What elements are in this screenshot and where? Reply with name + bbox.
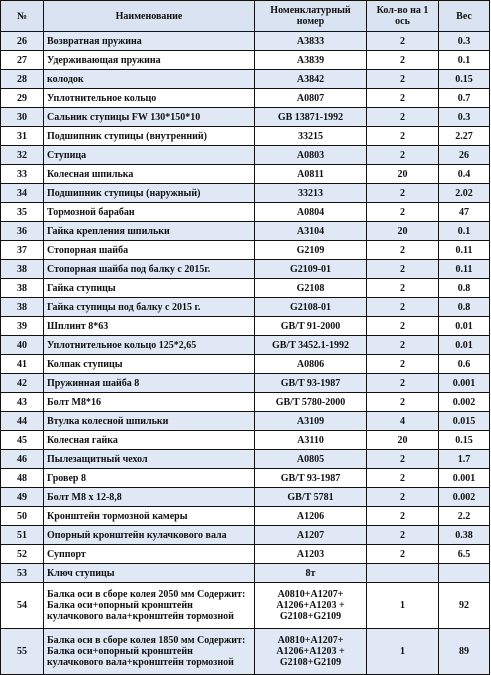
cell-quantity: 20 xyxy=(367,222,439,241)
table-row xyxy=(1,89,490,108)
cell-name: Удерживающая пружина xyxy=(44,51,255,70)
cell-weight: 0.002 xyxy=(439,488,490,507)
cell-code: A0810+A1207+ A1206+A1203 + G2108+G2109 xyxy=(255,583,367,629)
cell-quantity xyxy=(367,564,439,583)
cell-weight: 0.3 xyxy=(439,32,490,51)
table-row xyxy=(1,51,490,70)
cell-weight: 1.7 xyxy=(439,450,490,469)
cell-weight: 0.38 xyxy=(439,526,490,545)
table-row xyxy=(1,127,490,146)
cell-name: Ступица xyxy=(44,146,255,165)
cell-name: колодок xyxy=(44,70,255,89)
cell-number: 45 xyxy=(1,431,44,450)
cell-number: 55 xyxy=(1,629,44,675)
cell-number: 44 xyxy=(1,412,44,431)
cell-name: Гайка крепления шпильки xyxy=(44,222,255,241)
cell-name: Тормозной барабан xyxy=(44,203,255,222)
cell-code: A1203 xyxy=(255,545,367,564)
table-row xyxy=(1,184,490,203)
cell-name: Болт M8*16 xyxy=(44,393,255,412)
cell-number: 39 xyxy=(1,317,44,336)
cell-name: Колесная шпилька xyxy=(44,165,255,184)
cell-quantity: 2 xyxy=(367,89,439,108)
cell-weight: 2.27 xyxy=(439,127,490,146)
table-row xyxy=(1,165,490,184)
cell-name: Пылезащитный чехол xyxy=(44,450,255,469)
cell-number: 43 xyxy=(1,393,44,412)
cell-code: A3839 xyxy=(255,51,367,70)
cell-number: 37 xyxy=(1,241,44,260)
table-row xyxy=(1,260,490,279)
cell-code: A1206 xyxy=(255,507,367,526)
cell-quantity: 2 xyxy=(367,184,439,203)
cell-weight: 89 xyxy=(439,629,490,675)
table-row xyxy=(1,507,490,526)
cell-code: A3833 xyxy=(255,32,367,51)
cell-quantity: 2 xyxy=(367,374,439,393)
table-row xyxy=(1,241,490,260)
table-body xyxy=(1,32,490,675)
cell-quantity: 1 xyxy=(367,583,439,629)
cell-quantity: 20 xyxy=(367,431,439,450)
cell-name: Опорный кронштейн кулачкового вала xyxy=(44,526,255,545)
cell-quantity: 2 xyxy=(367,507,439,526)
cell-name: Болт M8 x 12-8,8 xyxy=(44,488,255,507)
cell-quantity: 2 xyxy=(367,203,439,222)
cell-name: Шплинт 8*63 xyxy=(44,317,255,336)
cell-number: 29 xyxy=(1,89,44,108)
cell-code: 33215 xyxy=(255,127,367,146)
cell-quantity: 2 xyxy=(367,469,439,488)
table-row xyxy=(1,317,490,336)
table-row xyxy=(1,412,490,431)
cell-number: 26 xyxy=(1,32,44,51)
cell-number: 36 xyxy=(1,222,44,241)
cell-quantity: 2 xyxy=(367,488,439,507)
cell-number: 30 xyxy=(1,108,44,127)
cell-weight: 0.7 xyxy=(439,89,490,108)
cell-quantity: 2 xyxy=(367,545,439,564)
cell-name: Балка оси в сборе колея 1850 мм Содержит: Балка оси+опорный кронштейн кулачкового вала+кронштейн тормозной xyxy=(44,629,255,675)
cell-name: Колесная гайка xyxy=(44,431,255,450)
cell-name: Подшипник ступицы (внутренний) xyxy=(44,127,255,146)
cell-number: 38 xyxy=(1,298,44,317)
cell-number: 34 xyxy=(1,184,44,203)
cell-name: Балка оси в сборе колея 2050 мм Содержит: Балка оси+опорный кронштейн кулачкового вала+кронштейн тормозной xyxy=(44,583,255,629)
table-row xyxy=(1,526,490,545)
cell-code: GB/T 93-1987 xyxy=(255,374,367,393)
cell-quantity: 2 xyxy=(367,336,439,355)
cell-number: 28 xyxy=(1,70,44,89)
table-row xyxy=(1,70,490,89)
cell-quantity: 20 xyxy=(367,165,439,184)
cell-weight: 0.01 xyxy=(439,317,490,336)
cell-name: Гайка ступицы под балку с 2015 г. xyxy=(44,298,255,317)
cell-number: 51 xyxy=(1,526,44,545)
cell-weight: 0.002 xyxy=(439,393,490,412)
cell-code: G2109-01 xyxy=(255,260,367,279)
cell-weight: 6.5 xyxy=(439,545,490,564)
table-row xyxy=(1,393,490,412)
cell-quantity: 2 xyxy=(367,279,439,298)
cell-code: G2108 xyxy=(255,279,367,298)
table-row xyxy=(1,431,490,450)
table-row xyxy=(1,583,490,629)
cell-quantity: 2 xyxy=(367,70,439,89)
cell-quantity: 1 xyxy=(367,629,439,675)
cell-number: 38 xyxy=(1,279,44,298)
cell-number: 38 xyxy=(1,260,44,279)
cell-name: Уплотнительное кольцо 125*2,65 xyxy=(44,336,255,355)
cell-code: GB 13871-1992 xyxy=(255,108,367,127)
cell-code: GB/T 93-1987 xyxy=(255,469,367,488)
cell-quantity: 2 xyxy=(367,241,439,260)
table-row xyxy=(1,355,490,374)
column-header-code: Номенклатурный номер xyxy=(255,1,367,32)
cell-code: G2109 xyxy=(255,241,367,260)
cell-weight: 0.015 xyxy=(439,412,490,431)
cell-code: A0811 xyxy=(255,165,367,184)
cell-number: 31 xyxy=(1,127,44,146)
cell-name: Колпак ступицы xyxy=(44,355,255,374)
table-row xyxy=(1,222,490,241)
cell-weight: 0.001 xyxy=(439,469,490,488)
cell-quantity: 2 xyxy=(367,146,439,165)
cell-name: Кронштейн тормозной камеры xyxy=(44,507,255,526)
cell-weight: 92 xyxy=(439,583,490,629)
cell-quantity: 2 xyxy=(367,260,439,279)
cell-number: 40 xyxy=(1,336,44,355)
cell-quantity: 2 xyxy=(367,355,439,374)
cell-weight: 47 xyxy=(439,203,490,222)
cell-name: Подшипник ступицы (наружный) xyxy=(44,184,255,203)
cell-weight: 0.8 xyxy=(439,279,490,298)
cell-number: 32 xyxy=(1,146,44,165)
cell-quantity: 2 xyxy=(367,317,439,336)
cell-name: Пружинная шайба 8 xyxy=(44,374,255,393)
cell-number: 46 xyxy=(1,450,44,469)
cell-name: Гайка ступицы xyxy=(44,279,255,298)
table-row xyxy=(1,545,490,564)
cell-code: 8т xyxy=(255,564,367,583)
cell-name: Сальник ступицы FW 130*150*10 xyxy=(44,108,255,127)
cell-name: Гровер 8 xyxy=(44,469,255,488)
cell-weight: 0.15 xyxy=(439,70,490,89)
cell-code: A3109 xyxy=(255,412,367,431)
cell-number: 42 xyxy=(1,374,44,393)
cell-quantity: 2 xyxy=(367,450,439,469)
cell-quantity: 2 xyxy=(367,51,439,70)
table-row xyxy=(1,488,490,507)
cell-code: A0803 xyxy=(255,146,367,165)
cell-code: A3842 xyxy=(255,70,367,89)
cell-weight: 0.6 xyxy=(439,355,490,374)
table-row xyxy=(1,146,490,165)
table-header-row xyxy=(1,1,490,32)
cell-weight: 2.2 xyxy=(439,507,490,526)
cell-number: 27 xyxy=(1,51,44,70)
cell-quantity: 2 xyxy=(367,32,439,51)
table-row xyxy=(1,374,490,393)
cell-number: 33 xyxy=(1,165,44,184)
table-row xyxy=(1,203,490,222)
column-header-weight: Вес xyxy=(439,1,490,32)
cell-code: A0805 xyxy=(255,450,367,469)
cell-code: GB/T 91-2000 xyxy=(255,317,367,336)
cell-quantity: 2 xyxy=(367,108,439,127)
cell-weight: 26 xyxy=(439,146,490,165)
cell-name: Втулка колесной шпильки xyxy=(44,412,255,431)
cell-weight: 0.01 xyxy=(439,336,490,355)
cell-weight: 0.001 xyxy=(439,374,490,393)
cell-name: Ключ ступицы xyxy=(44,564,255,583)
cell-code: G2108-01 xyxy=(255,298,367,317)
cell-number: 35 xyxy=(1,203,44,222)
cell-name: Стопорная шайба под балку с 2015г. xyxy=(44,260,255,279)
cell-quantity: 4 xyxy=(367,412,439,431)
cell-number: 50 xyxy=(1,507,44,526)
cell-name: Суппорт xyxy=(44,545,255,564)
cell-weight: 0.1 xyxy=(439,222,490,241)
cell-name: Стопорная шайба xyxy=(44,241,255,260)
cell-code: 33213 xyxy=(255,184,367,203)
cell-code: A0810+A1207+ A1206+A1203 + G2108+G2109 xyxy=(255,629,367,675)
cell-code: A3110 xyxy=(255,431,367,450)
cell-number: 48 xyxy=(1,469,44,488)
cell-weight: 0.11 xyxy=(439,260,490,279)
cell-name: Возвратная пружина xyxy=(44,32,255,51)
cell-quantity: 2 xyxy=(367,393,439,412)
cell-weight: 0.1 xyxy=(439,51,490,70)
cell-code: GB/T 5781 xyxy=(255,488,367,507)
column-header-name: Наименование xyxy=(44,1,255,32)
cell-name: Уплотнительное кольцо xyxy=(44,89,255,108)
cell-weight: 0.11 xyxy=(439,241,490,260)
table-row xyxy=(1,469,490,488)
cell-code: GB/T 3452.1-1992 xyxy=(255,336,367,355)
table-row xyxy=(1,336,490,355)
cell-number: 53 xyxy=(1,564,44,583)
table-row xyxy=(1,629,490,675)
table-row xyxy=(1,450,490,469)
cell-number: 52 xyxy=(1,545,44,564)
column-header-quantity: Кол-во на 1 ось xyxy=(367,1,439,32)
table-row xyxy=(1,564,490,583)
cell-number: 49 xyxy=(1,488,44,507)
cell-code: A0807 xyxy=(255,89,367,108)
cell-number: 54 xyxy=(1,583,44,629)
cell-weight: 0.4 xyxy=(439,165,490,184)
cell-quantity: 2 xyxy=(367,298,439,317)
cell-weight xyxy=(439,564,490,583)
cell-weight: 0.8 xyxy=(439,298,490,317)
cell-weight: 0.15 xyxy=(439,431,490,450)
cell-number: 41 xyxy=(1,355,44,374)
cell-code: A0806 xyxy=(255,355,367,374)
cell-code: GB/T 5780-2000 xyxy=(255,393,367,412)
cell-quantity: 2 xyxy=(367,127,439,146)
cell-quantity: 2 xyxy=(367,526,439,545)
cell-code: A3104 xyxy=(255,222,367,241)
table-row xyxy=(1,32,490,51)
table-row xyxy=(1,298,490,317)
cell-weight: 2.02 xyxy=(439,184,490,203)
cell-code: A0804 xyxy=(255,203,367,222)
table-row xyxy=(1,279,490,298)
column-header-number: № xyxy=(1,1,44,32)
table-row xyxy=(1,108,490,127)
cell-weight: 0.3 xyxy=(439,108,490,127)
cell-code: A1207 xyxy=(255,526,367,545)
